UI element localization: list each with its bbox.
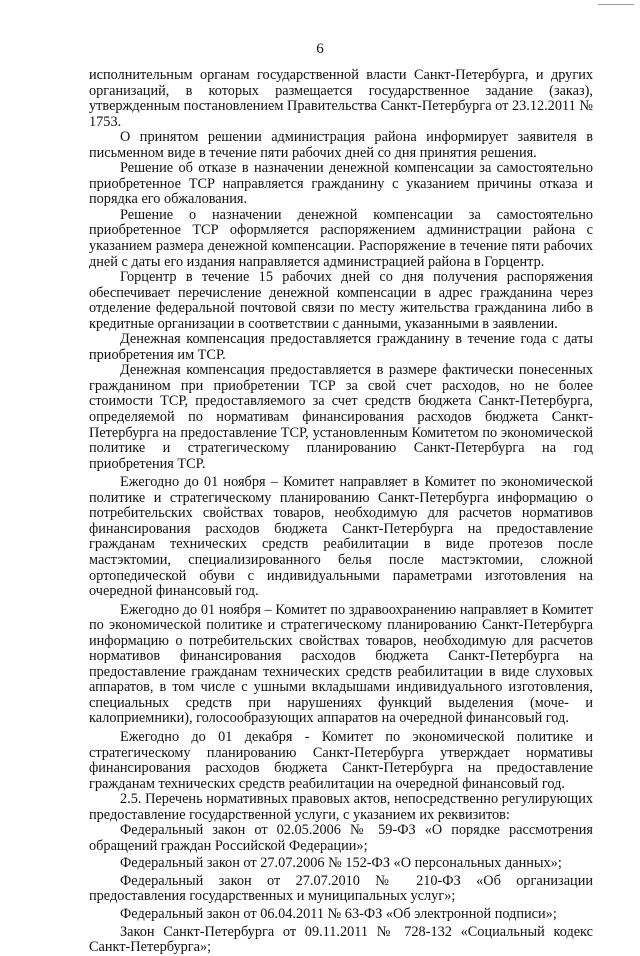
- paragraph-notification: О принятом решении администрация района информирует заявителя в письменном виде в течение пяти рабочих дней со дня принятия решения.: [89, 129, 593, 161]
- paragraph-compensation-amount: Денежная компенсация предоставляется в размере фактически понесенных гражданином при приобретении ТСР за свой счет расходов, но не более стоимости ТСР, предоставляемого за счет средств бюджета Санкт-Петербурга, определяемой по нормативам финансирования расходов бюджета Санкт-Петербурга на предоставление ТСР, установленным Комитетом по экономической политике и стратегическому планированию Санкт-Петербурга на год приобретения ТСР.: [89, 362, 593, 472]
- law-item-152fz: Федеральный закон от 27.07.2006 № 152-ФЗ «О персональных данных»;: [120, 855, 562, 872]
- paragraph-continuation: исполнительным органам государственной власти Санкт-Петербурга, и других организаций, в которых размещается государственное задание (заказ), утвержденным постановлением Правительства Санкт-Петербурга от 23.12.2011 № 1753.: [89, 67, 593, 130]
- paragraph-november-committee: Ежегодно до 01 ноября – Комитет направляет в Комитет по экономической политике и стратегическому планированию Санкт-Петербурга информацию о потребительских свойствах товаров, необходимую для расчетов нормативов финансирования расходов бюджета Санкт-Петербурга на предоставление гражданам технических средств реабилитации в виде протезов после мастэктомии, специализированного белья после мастэктомии, сложной ортопедической обуви с индивидуальными параметрами изготовления на очередной финансовый год.: [89, 474, 593, 600]
- paragraph-november-health-committee: Ежегодно до 01 ноября – Комитет по здравоохранению направляет в Комитет по экономической политике и стратегическому планированию Санкт-Петербурга информацию о потребительских свойствах товаров, необходимую для расчетов нормативов финансирования расходов бюджета Санкт-Петербурга на предоставление гражданам технических средств реабилитации в виде слуховых аппаратов, в том числе с ушными вкладышами индивидуального изготовления, специальных средств при нарушениях функций выделения (моче- и калоприемники), голосообразующих аппаратов на очередной финансовый год.: [89, 601, 593, 727]
- paragraph-refusal: Решение об отказе в назначении денежной компенсации за самостоятельно приобретенное ТСР направляется гражданину с указанием причины отказа и порядка его обжалования.: [89, 160, 593, 208]
- paragraph-compensation-period: Денежная компенсация предоставляется гражданину в течение года с даты приобретения им ТСР.: [89, 331, 593, 363]
- corner-scan-mark: [598, 4, 634, 5]
- paragraph-section-2-5: 2.5. Перечень нормативных правовых актов, непосредственно регулирующих предоставление государственной услуги, с указанием их реквизитов:: [89, 791, 593, 823]
- law-item-63fz: Федеральный закон от 06.04.2011 № 63-ФЗ «Об электронной подписи»;: [120, 905, 557, 922]
- paragraph-compensation-decision: Решение о назначении денежной компенсации за самостоятельно приобретенное ТСР оформляется распоряжением администрации района с указанием размера денежной компенсации. Распоряжение в течение пяти рабочих дней с даты его издания направляется администрацией района в Горцентр.: [89, 206, 593, 270]
- law-item-210fz: Федеральный закон от 27.07.2010 № 210-ФЗ «Об организации предоставления государственных и муниципальных услуг»;: [89, 872, 593, 905]
- document-body: [89, 68, 593, 956]
- paragraph-gorcentr-transfer: Горцентр в течение 15 рабочих дней со дня получения распоряжения обеспечивает перечисление денежной компенсации в адрес гражданина через отделение федеральной почтовой связи по месту жительства гражданина либо в кредитные организации в соответствии с данными, указанными в заявлении.: [89, 269, 593, 332]
- law-item-59fz: Федеральный закон от 02.05.2006 № 59-ФЗ «О порядке рассмотрения обращений граждан Российской Федерации»;: [89, 822, 593, 854]
- paragraph-december-norms: Ежегодно до 01 декабря - Комитет по экономической политике и стратегическому планированию Санкт-Петербурга утверждает нормативы финансирования расходов бюджета Санкт-Петербурга на предоставление гражданам технических средств реабилитации на очередной финансовый год.: [89, 728, 593, 792]
- law-item-spb-social-code: Закон Санкт-Петербурга от 09.11.2011 № 728-132 «Социальный кодекс Санкт-Петербурга»;: [89, 923, 593, 956]
- page-number: 6: [316, 41, 324, 57]
